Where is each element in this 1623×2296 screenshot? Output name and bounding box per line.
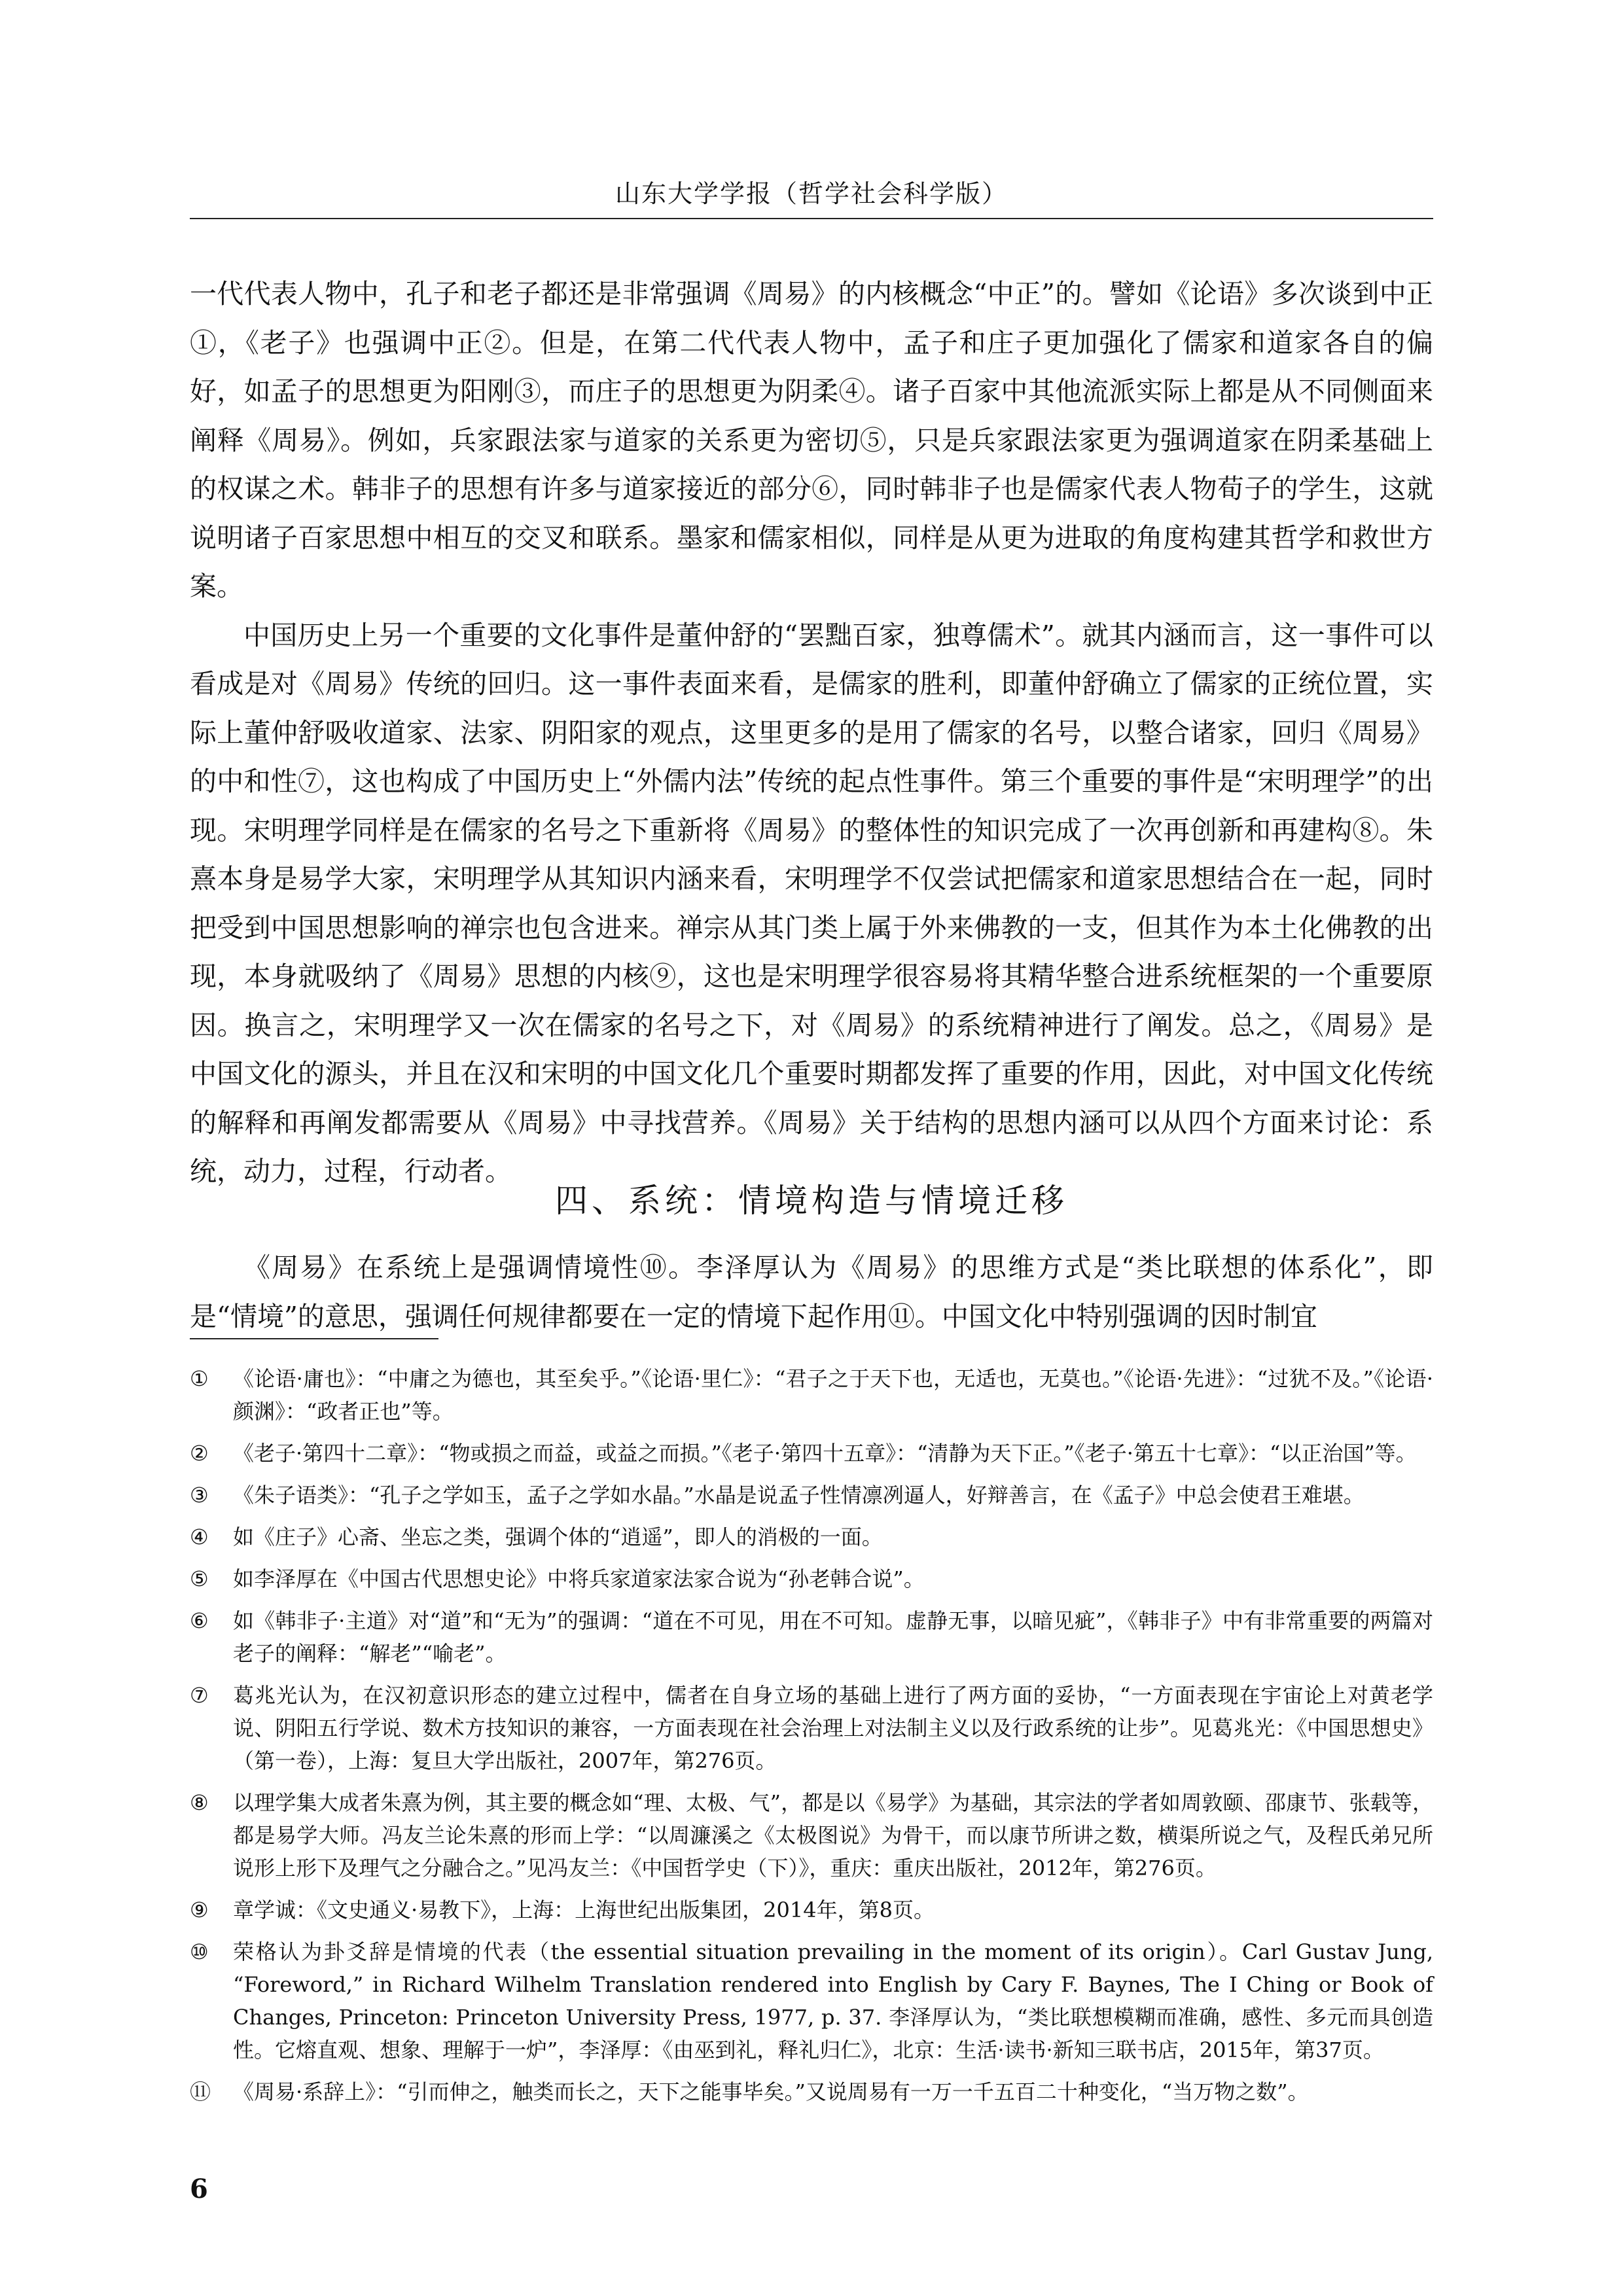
footnote-mark: ⑩ [190, 1939, 209, 1964]
footnote-11 [190, 2075, 1433, 2108]
footnote-text: 如《韩非子·主道》对“道”和“无为”的强调：“道在不可见，用在不可知。虚静无事，以暗见疵”，《韩非子》中有非常重要的两篇对老子的阐释：“解老”“喻老”。 [233, 1608, 1433, 1666]
footnote-8 [190, 1786, 1433, 1884]
paragraph-3: 《周易》在系统上是强调情境性⑩。李泽厚认为《周易》的思维方式是“类比联想的体系化”，即是“情境”的意思，强调任何规律都要在一定的情境下起作用⑪。中国文化中特别强调的因时制宜 [190, 1252, 1433, 1332]
footnote-3 [190, 1479, 1433, 1511]
footnote-text: 《老子·第四十二章》：“物或损之而益，或益之而损。”《老子·第四十五章》：“清静为天下正。”《老子·第五十七章》：“以正治国”等。 [233, 1441, 1417, 1466]
footnote-text: 荣格认为卦爻辞是情境的代表（the essential situation prevailing in the moment of its origin）。Carl Gustav Jung, “Foreword,” in Richard Wilhelm Translation rendered into English by Cary F. Baynes, The I Ching or Book of Changes, Princeton: Princeton University Press, 1977, p. 37. 李泽厚认为，“类比联想模糊而准确，感性、多元而具创造性。它熔直观、想象、理解于一炉”，李泽厚：《由巫到礼，释礼归仁》，北京：生活·读书·新知三联书店，2015年，第37页。 [233, 1939, 1433, 2062]
footnote-4 [190, 1521, 1433, 1553]
section-text [190, 1243, 1433, 1341]
footnote-9 [190, 1894, 1433, 1926]
footnote-mark: ⑦ [190, 1683, 209, 1708]
footnote-mark: ⑥ [190, 1608, 209, 1633]
footnote-6 [190, 1604, 1433, 1670]
footnote-text: 葛兆光认为，在汉初意识形态的建立过程中，儒者在自身立场的基础上进行了两方面的妥协，“一方面表现在宇宙论上对黄老学说、阴阳五行学说、数术方技知识的兼容，一方面表现在社会治理上对法制主义以及行政系统的让步”。见葛兆光：《中国思想史》（第一卷），上海：复旦大学出版社，2007年，第276页。 [233, 1683, 1433, 1773]
footnote-text: 如李泽厚在《中国古代思想史论》中将兵家道家法家合说为“孙老韩合说”。 [233, 1566, 925, 1591]
paragraph-2: 中国历史上另一个重要的文化事件是董仲舒的“罢黜百家，独尊儒术”。就其内涵而言，这一事件可以看成是对《周易》传统的回归。这一事件表面来看，是儒家的胜利，即董仲舒确立了儒家的正统位置，实际上董仲舒吸收道家、法家、阴阳家的观点，这里更多的是用了儒家的名号，以整合诸家，回归《周易》的中和性⑦，这也构成了中国历史上“外儒内法”传统的起点性事件。第三个重要的事件是“宋明理学”的出现。宋明理学同样是在儒家的名号之下重新将《周易》的整体性的知识完成了一次再创新和再建构⑧。朱熹本身是易学大家，宋明理学从其知识内涵来看，宋明理学不仅尝试把儒家和道家思想结合在一起，同时把受到中国思想影响的禅宗也包含进来。禅宗从其门类上属于外来佛教的一支，但其作为本土化佛教的出现，本身就吸纳了《周易》思想的内核⑨，这也是宋明理学很容易将其精华整合进系统框架的一个重要原因。换言之，宋明理学又一次在儒家的名号之下，对《周易》的系统精神进行了阐发。总之，《周易》是中国文化的源头，并且在汉和宋明的中国文化几个重要时期都发挥了重要的作用，因此，对中国文化传统的解释和再阐发都需要从《周易》中寻找营养。《周易》关于结构的思想内涵可以从四个方面来讨论：系统，动力，过程，行动者。 [190, 619, 1433, 1187]
journal-title: 山东大学学报（哲学社会科学版） [615, 179, 1008, 208]
footnote-text: 《周易·系辞上》：“引而伸之，触类而长之，天下之能事毕矣。”又说周易有一万一千五百二十种变化，“当万物之数”。 [233, 2079, 1309, 2104]
main-text [190, 270, 1433, 1196]
footnote-text: 《朱子语类》：“孔子之学如玉，孟子之学如水晶。”水晶是说孟子性情凛冽逼人，好辩善言，在《孟子》中总会使君王难堪。 [233, 1483, 1364, 1508]
footnote-mark: ④ [190, 1525, 209, 1549]
page-number: 6 [190, 2174, 208, 2204]
footnote-text: 章学诚：《文史通义·易教下》，上海：上海世纪出版集团，2014年，第8页。 [233, 1898, 935, 1922]
footnote-7 [190, 1679, 1433, 1777]
footnote-text: 以理学集大成者朱熹为例，其主要的概念如“理、太极、气”，都是以《易学》为基础，其宗法的学者如周敦颐、邵康节、张载等，都是易学大师。冯友兰论朱熹的形而上学：“以周濂溪之《太极图说》为骨干，而以康节所讲之数，横渠所说之气，及程氏弟兄所说形上形下及理气之分融合之。”见冯友兰：《中国哲学史（下）》，重庆：重庆出版社，2012年，第276页。 [233, 1790, 1433, 1881]
footnote-10 [190, 1935, 1433, 2066]
footnote-mark: ⑨ [190, 1898, 209, 1922]
paragraph-1: 一代代表人物中，孔子和老子都还是非常强调《周易》的内核概念“中正”的。譬如《论语》多次谈到中正①，《老子》也强调中正②。但是，在第二代代表人物中，孟子和庄子更加强化了儒家和道家各自的偏好，如孟子的思想更为阳刚③，而庄子的思想更为阴柔④。诸子百家中其他流派实际上都是从不同侧面来阐释《周易》。例如，兵家跟法家与道家的关系更为密切⑤，只是兵家跟法家更为强调道家在阴柔基础上的权谋之术。韩非子的思想有许多与道家接近的部分⑥，同时韩非子也是儒家代表人物荀子的学生，这就说明诸子百家思想中相互的交叉和联系。墨家和儒家相似，同样是从更为进取的角度构建其哲学和救世方案。 [190, 278, 1433, 602]
running-header [190, 173, 1433, 213]
footnote-text: 如《庄子》心斋、坐忘之类，强调个体的“逍遥”，即人的消极的一面。 [233, 1525, 883, 1549]
footnote-2 [190, 1437, 1433, 1470]
footnote-rule [190, 1338, 438, 1339]
footnote-mark: ① [190, 1366, 209, 1391]
footnote-mark: ⑪ [190, 2079, 211, 2104]
header-rule [190, 218, 1433, 219]
footnote-5 [190, 1563, 1433, 1595]
footnote-mark: ⑤ [190, 1566, 209, 1591]
footnote-1 [190, 1362, 1433, 1428]
section-heading: 四、系统：情境构造与情境迁移 [555, 1182, 1068, 1220]
footnote-mark: ③ [190, 1483, 209, 1508]
footnote-mark: ② [190, 1441, 209, 1466]
footnote-text: 《论语·庸也》：“中庸之为德也，其至矣乎。”《论语·里仁》：“君子之于天下也，无适也，无莫也。”《论语·先进》：“过犹不及。”《论语·颜渊》：“政者正也”等。 [233, 1366, 1433, 1424]
footnotes [190, 1362, 1433, 2117]
footnote-mark: ⑧ [190, 1790, 209, 1815]
